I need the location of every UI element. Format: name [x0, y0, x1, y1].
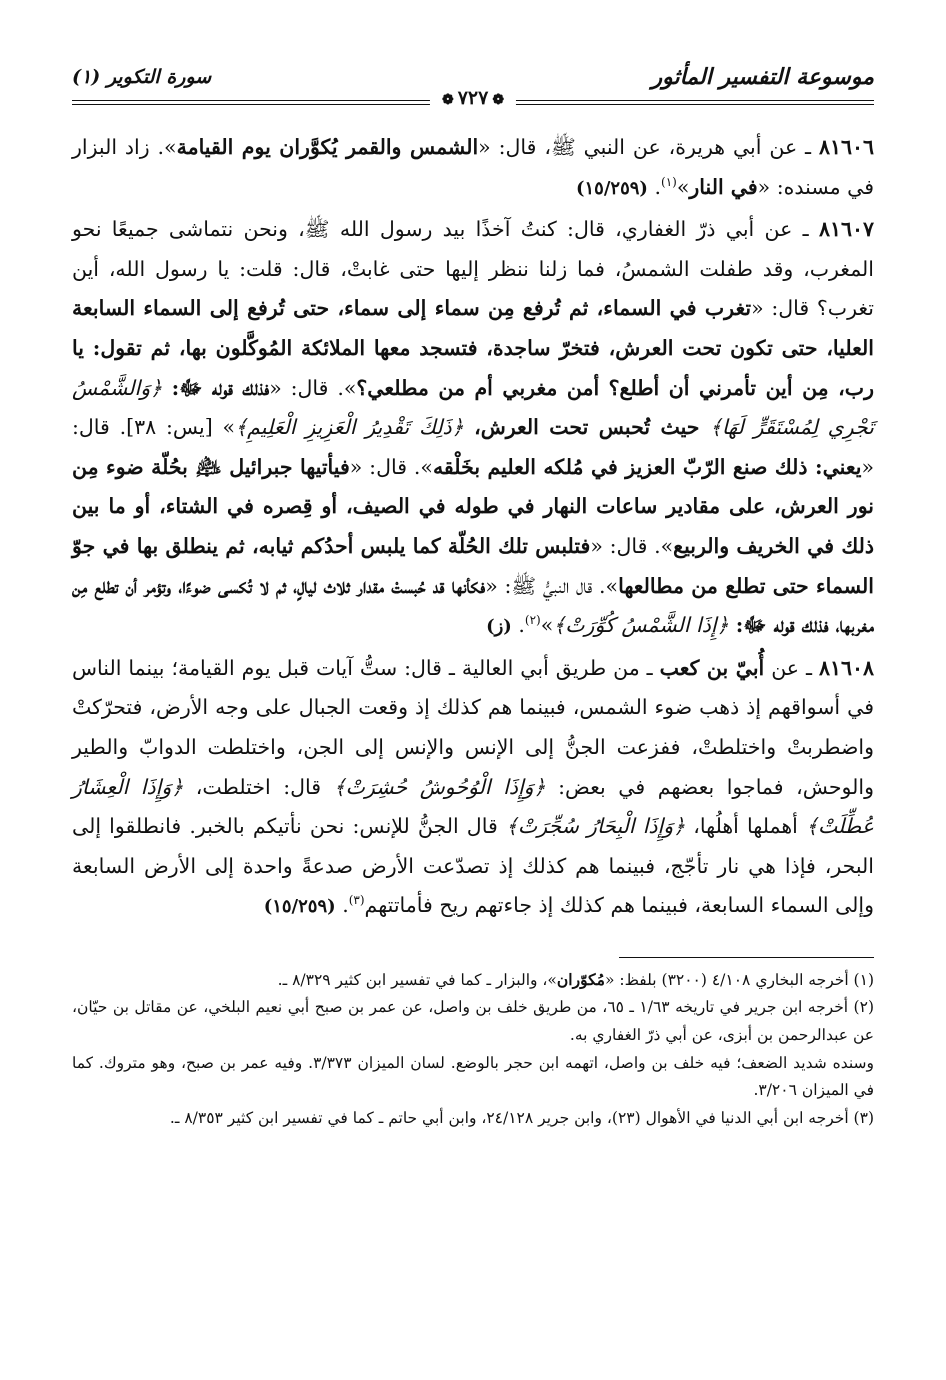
hadith-number: ٨١٦٠٦ — [818, 135, 875, 159]
hadith-paragraph — [72, 649, 874, 927]
text: »، والبزار ـ كما في تفسير ابن كثير ٨/٣٢٩ ـ. — [277, 970, 557, 989]
text: » [يس: ٣٨]. قال: « — [72, 415, 874, 479]
ornament-icon: ❁ — [441, 92, 454, 108]
hadith-text: فتلبس تلك الحُلّة كما يلبس أحدُكم ثيابه، ثم ينطلق بها في جوّ السماء حتى تطلع من مطالعها — [72, 533, 874, 598]
text: مُكوّران — [556, 969, 605, 989]
quran-verse: ﴿وَالشَّمْسُ تَجْرِي لِمُسْتَقَرٍّ لَهَا﴾ — [72, 375, 874, 440]
surah-title: سورة التكوير (١) — [72, 66, 212, 88]
hadith-paragraph — [72, 128, 874, 208]
text: . — [511, 613, 525, 638]
book-title: موسوعة التفسير المأثور — [651, 64, 874, 90]
hadith-paragraph — [72, 210, 874, 647]
text: ». قال: « — [269, 375, 357, 400]
text: أهملها أهلُها، — [685, 814, 806, 839]
text: ». زاد البزار في مسنده: « — [72, 135, 874, 199]
text: ». قال النبيُّ ﷺ: « — [485, 573, 619, 598]
volume-reference: (١٥/٢٥٩) — [263, 896, 336, 918]
hadith-text: يعني: ذلك صنع الرّبّ العزيز في مُلكه العليم بخَلْقه — [432, 454, 862, 479]
text: ـ من طريق أبي العالية ـ قال: ستُّ آيات قبل يوم القيامة؛ بينما الناس في أسواقهم إذ ذهب ضوء الشمس، فبينما هم كذلك إذ وقعت الجبال على وجه الأرض، فتحرّكتْ واضطربتْ واختلطتْ، ففزعت الجنُّ إلى الإنس والإنس إلى الجن، واختلطت الدوابّ والطير والوحش، فماجوا بعضهم في بعض: — [72, 655, 874, 799]
footnote — [72, 966, 874, 995]
page-header — [72, 60, 874, 110]
footnote: (٢) أخرجه ابن جرير في تاريخه ١/٦٣ ـ ٦٥، من طريق خلف بن واصل، عن عمر بن صبح أبي نعيم البلخي، عن مقاتل بن حيّان، عن عبدالرحمن بن أبزى، عن أبي ذرّ الغفاري به. — [72, 998, 874, 1045]
hadith-text: فكأنها قد حُبستْ مقدار ثلاث ليالٍ، ثم لا تُكسى ضوءًا، وتؤمر أن تطلع مِن مغربها، فذلك قوله ﷻ: — [72, 573, 874, 638]
footnote-marker[interactable]: (٣) — [348, 893, 365, 908]
hadith-text: فذلك قوله ﷻ: — [162, 375, 270, 400]
text: ». قال: « — [590, 533, 674, 558]
volume-reference: (ز) — [486, 616, 512, 638]
hadith-text: فيأتيها جبرائيل ﵇ بحُلّة ضوء مِن نور العرش، على مقادير ساعات النهار في طوله في الصيف، أو قِصره في الشتاء، أو ما بين ذلك في الخريف والربيع — [72, 454, 874, 558]
quran-verse: ﴿وَإِذَا الْبِحَارُ سُجِّرَتْ﴾ — [505, 814, 686, 839]
page — [72, 60, 874, 1350]
hadith-text: تغرب في السماء، ثم تُرفع مِن سماء إلى سماء، حتى تُرفع إلى السماء السابعة العليا، حتى تكون تحت العرش، فتخرّ ساجدة، فتسجد معها الملائكة المُوكَّلون بها، ثم تقول: يا رب، مِن أين تأمرني أن أطلع؟ أمن مغربي أم من مطلعي؟ — [72, 296, 874, 400]
text: ـ عن — [764, 655, 819, 680]
text: . — [647, 174, 661, 199]
quran-verse: ﴿وَإِذَا الْوُحُوشُ حُشِرَتْ﴾ — [333, 774, 546, 799]
quran-verse: ﴿وَإِذَا الْعِشَارُ عُطِّلَتْ﴾ — [72, 774, 874, 839]
page-number — [430, 87, 516, 109]
text: ». قال: « — [349, 454, 433, 479]
quran-verse: ﴿إِذَا الشَّمْسُ كُوِّرَتْ﴾ — [553, 613, 729, 638]
volume-reference: (١٥/٢٥٩) — [575, 177, 648, 199]
quran-verse: ﴿ذَلِكَ تَقْدِيرُ الْعَزِيزِ الْعَلِيمِ﴾ — [235, 415, 464, 440]
text: ـ عن أبي ذرّ الغفاري، قال: كنتُ آخذًا بيد رسول الله ﷺ، ونحن نتماشى جميعًا نحو المغرب، وقد طفلت الشمسُ، فما زلنا ننظر إليها حتى غابتْ، قال: قلت: يا رسول الله، أين تغرب؟ قال: « — [72, 217, 874, 321]
hadith-text: الشمس والقمر يُكوَّران يوم القيامة — [176, 135, 479, 159]
footnote-marker[interactable]: (٢) — [524, 613, 541, 628]
text: (١) أخرجه البخاري ٤/١٠٨ (٣٢٠٠) بلفظ: « — [604, 970, 874, 989]
hadith-number: ٨١٦٠٧ — [818, 217, 874, 242]
narrator-name: أُبيّ بن كعب — [659, 655, 765, 680]
page-number-text: ٧٢٧ — [457, 87, 489, 109]
text: » — [540, 613, 554, 638]
text: قال: اختلطت، — [183, 774, 334, 799]
text: » — [676, 174, 690, 199]
hadith-number: ٨١٦٠٨ — [818, 655, 874, 680]
footnotes — [72, 966, 874, 1133]
hadith-text: حيث تُحبس تحت العرش، — [463, 415, 710, 440]
hadith-text: في النار — [689, 174, 758, 199]
footnote-separator — [619, 957, 874, 958]
main-text — [72, 128, 874, 927]
text: . — [335, 893, 349, 918]
ornament-icon: ❁ — [492, 92, 505, 108]
text: قال الجنُّ للإنس: نحن نأتيكم بالخبر. فانطلقوا إلى البحر، فإذا هي نار تأجّج، فبينما هم كذلك إذ تصدّعت الأرض صدعةً واحدة إلى الأرض السابعة وإلى السماء السابعة، فبينما هم كذلك إذ جاءتهم ريح فأماتتهم — [72, 814, 874, 918]
footnote-continuation: وسنده شديد الضعف؛ فيه خلف بن واصل، اتهمه ابن حجر بالوضع. لسان الميزان ٣/٣٧٣. وفيه عمر بن صبح، وهو متروك. كما في الميزان ٣/٢٠٦. — [72, 1053, 874, 1100]
footnote: (٣) أخرجه ابن أبي الدنيا في الأهوال (٢٣)، وابن جرير ٢٤/١٢٨، وابن أبي حاتم ـ كما في تفسير ابن كثير ٨/٣٥٣ ـ. — [169, 1108, 874, 1127]
footnote-marker[interactable]: (١) — [661, 174, 677, 189]
text: ـ عن أبي هريرة، عن النبي ﷺ، قال: « — [478, 135, 819, 159]
